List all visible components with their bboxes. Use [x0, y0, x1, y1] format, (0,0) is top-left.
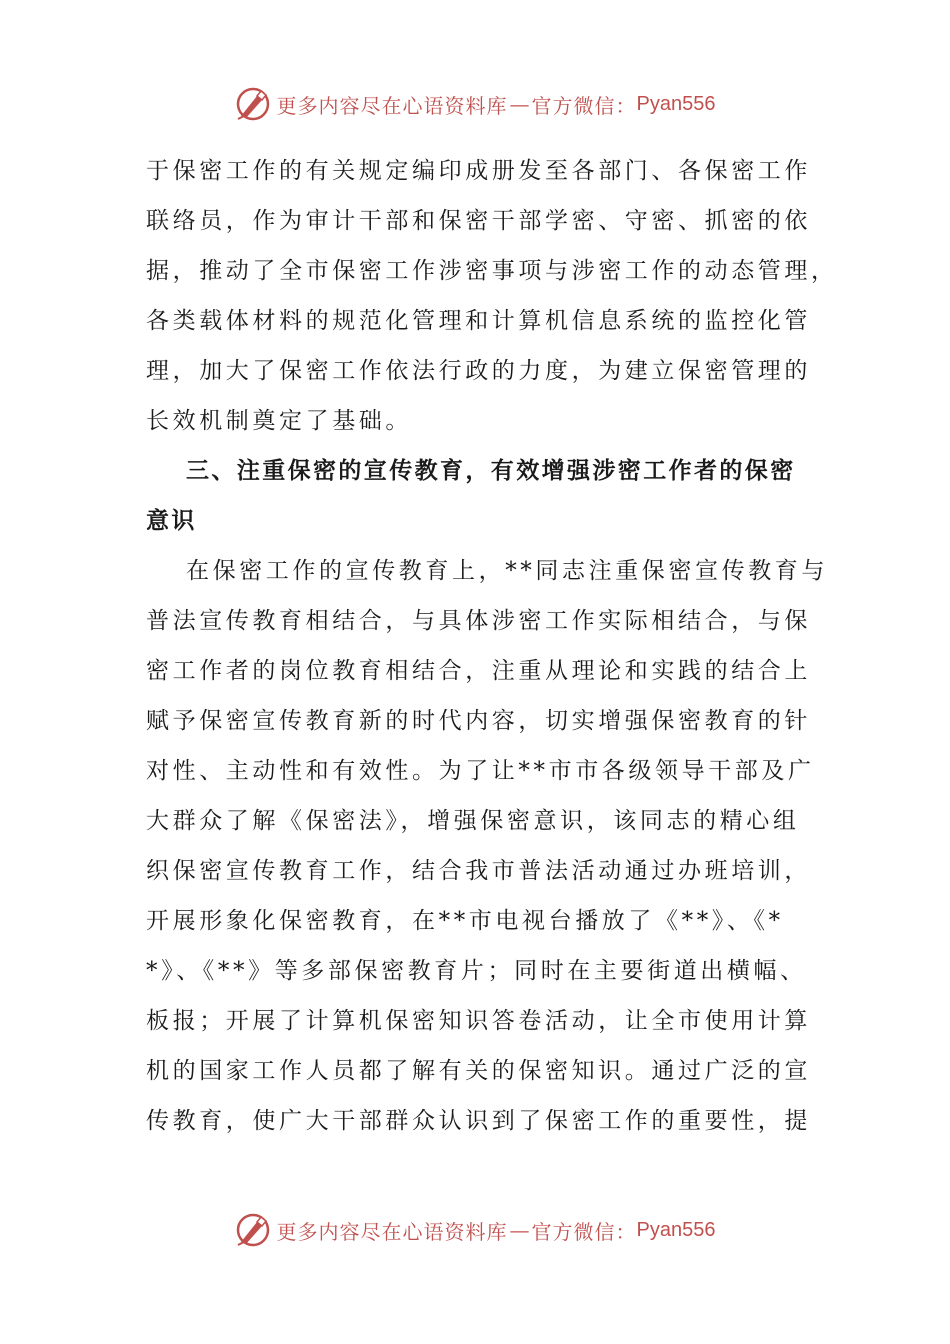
text-line: 普法宣传教育相结合，与具体涉密工作实际相结合，与保 — [146, 608, 811, 634]
text-line: 板报；开展了计算机保密知识答卷活动，让全市使用计算 — [146, 1008, 811, 1034]
text-line: 密工作者的岗位教育相结合，注重从理论和实践的结合上 — [146, 658, 811, 684]
text-line: 各类载体材料的规范化管理和计算机信息系统的监控化管 — [146, 308, 811, 334]
text-line: 开展形象化保密教育，在**市电视台播放了《**》、《* — [146, 908, 784, 934]
banner-separator: — — [509, 1218, 530, 1242]
banner-text: 更多内容尽在心语资料库 — [276, 1219, 508, 1244]
text-line: 赋予保密宣传教育新的时代内容，切实增强保密教育的针 — [146, 708, 811, 734]
text-line: 于保密工作的有关规定编印成册发至各部门、各保密工作 — [146, 158, 811, 184]
section-heading-cont: 意识 — [146, 507, 197, 534]
text-line: 理，加大了保密工作依法行政的力度，为建立保密管理的 — [146, 358, 811, 384]
banner-text: 更多内容尽在心语资料库 — [276, 93, 508, 118]
text-line: 机的国家工作人员都了解有关的保密知识。通过广泛的宣 — [146, 1058, 811, 1084]
banner-suffix: 官方微信： — [531, 1219, 637, 1244]
text-line: 据，推动了全市保密工作涉密事项与涉密工作的动态管理， — [146, 258, 838, 284]
pen-nib-icon — [235, 86, 271, 122]
pen-nib-icon — [235, 1212, 271, 1248]
text-line: *》、《**》等多部保密教育片；同时在主要街道出横幅、 — [146, 958, 807, 984]
footer-banner — [0, 1210, 950, 1250]
document-body — [146, 146, 838, 1146]
banner-wechat-id: Pyan556 — [636, 1218, 716, 1241]
text-line: 大群众了解《保密法》，增强保密意识，该同志的精心组 — [146, 808, 800, 834]
text-line: 传教育，使广大干部群众认识到了保密工作的重要性，提 — [146, 1108, 811, 1134]
text-line: 在保密工作的宣传教育上，**同志注重保密宣传教育与 — [186, 558, 828, 584]
text-line: 联络员，作为审计干部和保密干部学密、守密、抓密的依 — [146, 208, 811, 234]
header-banner — [0, 84, 950, 124]
banner-wechat-id: Pyan556 — [636, 92, 716, 115]
text-line: 织保密宣传教育工作，结合我市普法活动通过办班培训， — [146, 858, 811, 884]
section-heading: 三、注重保密的宣传教育，有效增强涉密工作者的保密 — [186, 457, 796, 484]
text-line: 长效机制奠定了基础。 — [146, 408, 412, 434]
banner-separator: — — [509, 92, 530, 116]
banner-suffix: 官方微信： — [531, 93, 637, 118]
text-line: 对性、主动性和有效性。为了让**市市各级领导干部及广 — [146, 758, 815, 784]
